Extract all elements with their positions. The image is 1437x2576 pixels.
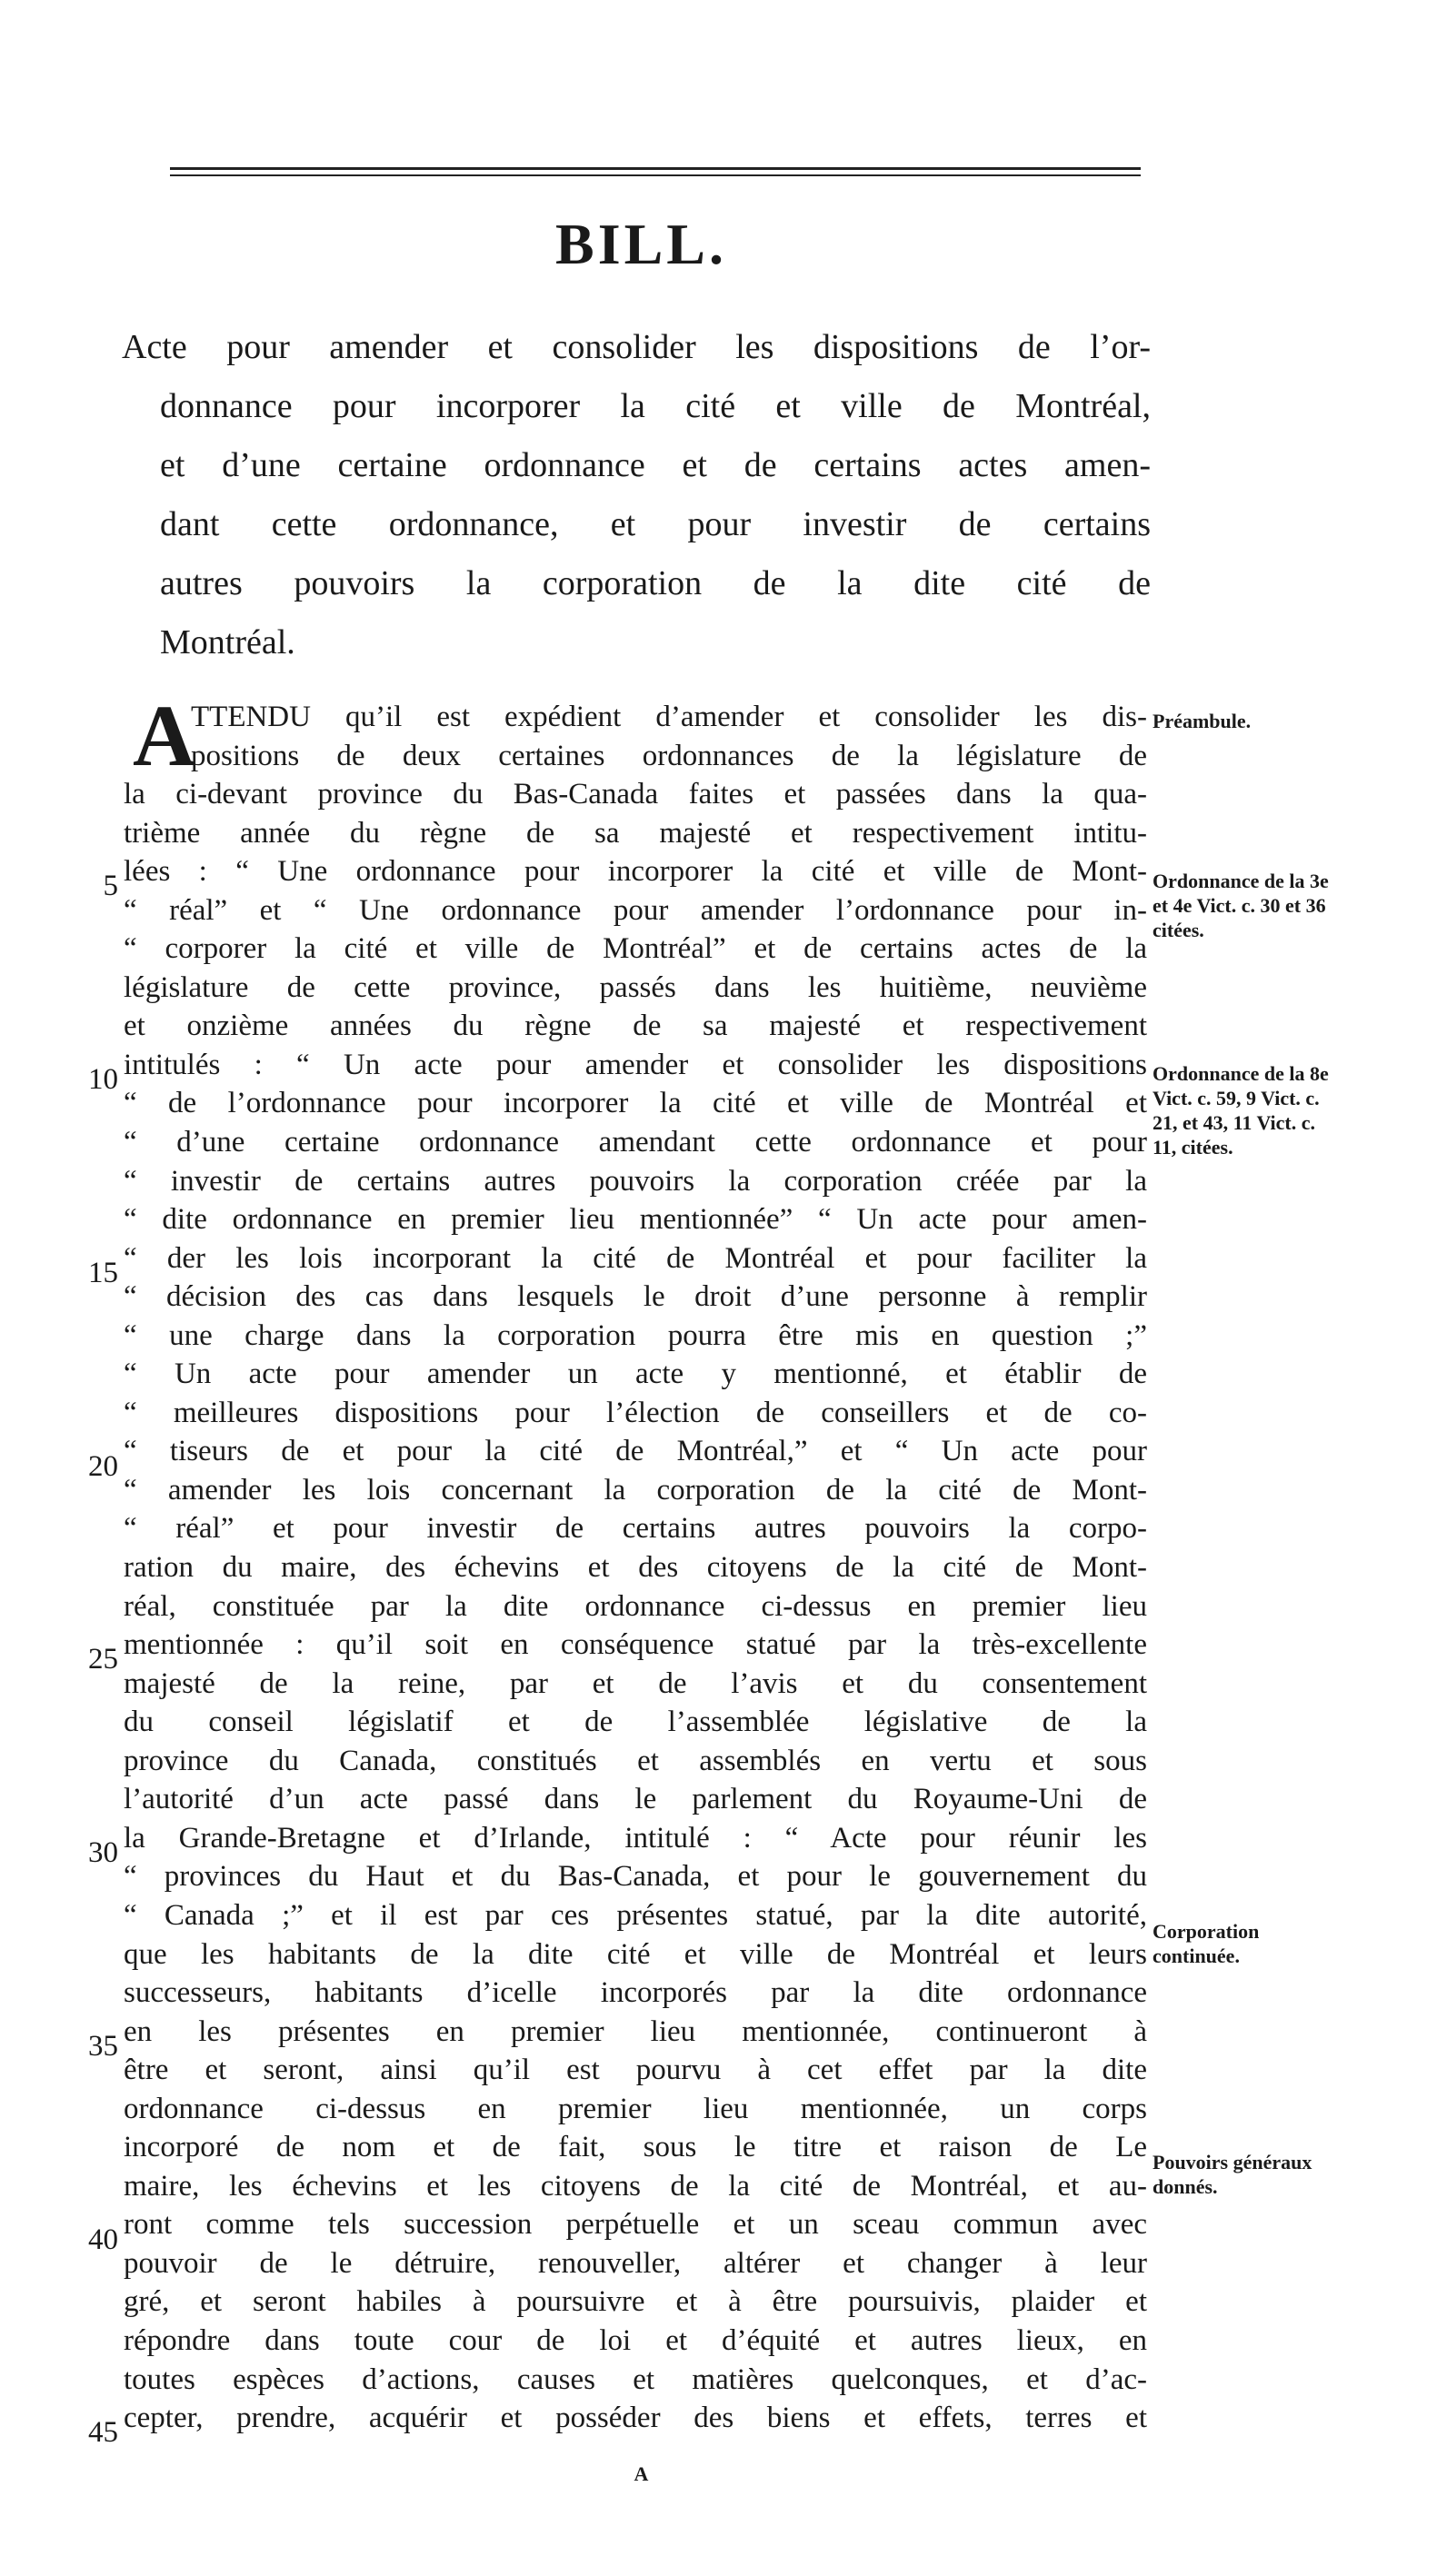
body-line: l’autorité d’un acte passé dans le parlement du Royaume-Uni de — [124, 1783, 1147, 1816]
long-title — [122, 318, 1151, 672]
body-line: cepter, prendre, acquérir et posséder des biens et effets, terres et — [124, 2402, 1147, 2435]
body-line: être et seront, ainsi qu’il est pourvu à cet effet par la dite — [124, 2054, 1147, 2087]
body-line: toutes espèces d’actions, causes et matières quelconques, et d’ac- — [124, 2362, 1147, 2396]
body-line: ront comme tels succession perpétuelle et un sceau commun avec — [124, 2208, 1147, 2242]
long-title-line: Montréal. — [160, 623, 295, 661]
page-title: BILL. — [555, 212, 727, 276]
body-line: pouvoir de le détruire, renouveller, altérer et changer à leur — [124, 2246, 1147, 2280]
long-title-line: autres pouvoirs la corporation de la dite cité de — [160, 564, 1151, 602]
body-line: province du Canada, constitués et assemblés en vertu et sous — [124, 1744, 1147, 1777]
body-line: “ réal” et pour investir de certains autres pouvoirs la corpo- — [124, 1512, 1147, 1546]
body-line: “ Canada ;” et il est par ces présentes statué, par la dite autorité, — [124, 1898, 1147, 1932]
body-line: lées : “ Une ordonnance pour incorporer la cité et ville de Mont- — [124, 855, 1147, 889]
margin-note-powers: Pouvoirs généraux donnés. — [1153, 2151, 1312, 2198]
body-line: mentionnée : qu’il soit en conséquence statué par la très-excellente — [124, 1628, 1147, 1662]
line-number: 10 — [88, 1063, 118, 1096]
line-number: 15 — [88, 1257, 118, 1289]
body-line: maire, les échevins et les citoyens de la cité de Montréal, et au- — [124, 2169, 1147, 2203]
line-number: 45 — [88, 2416, 118, 2449]
body-line: la Grande-Bretagne et d’Irlande, intitulé : “ Acte pour réunir les — [124, 1821, 1147, 1855]
line-number: 20 — [88, 1450, 118, 1483]
body-line: “ une charge dans la corporation pourra être mis en question ;” — [124, 1318, 1147, 1352]
body-line: trième année du règne de sa majesté et respectivement intitu- — [124, 816, 1147, 850]
line-number: 25 — [88, 1643, 118, 1676]
body-line: “ meilleures dispositions pour l’élection de conseillers et de co- — [124, 1396, 1147, 1429]
line-number: 30 — [88, 1836, 118, 1869]
body-line: “ d’une certaine ordonnance amendant cette ordonnance et pour — [124, 1126, 1147, 1159]
body-line: “ tiseurs de et pour la cité de Montréal,” et “ Un acte pour — [124, 1435, 1147, 1468]
long-title-line: donnance pour incorporer la cité et ville de Montréal, — [160, 387, 1151, 425]
top-rule-thin — [170, 174, 1141, 176]
margin-note-ordinance-1: Ordonnance de la 3e et 4e Vict. c. 30 et 36 citées. — [1153, 870, 1329, 941]
body-line: répondre dans toute cour de loi et d’équité et autres lieux, en — [124, 2323, 1147, 2357]
top-rule — [170, 167, 1141, 170]
body-line: du conseil législatif et de l’assemblée législative de la — [124, 1706, 1147, 1739]
body-line: “ réal” et “ Une ordonnance pour amender l’ordonnance pour in- — [124, 893, 1147, 927]
body-line: intitulés : “ Un acte pour amender et consolider les dispositions — [124, 1048, 1147, 1081]
bill-body — [124, 687, 1147, 2438]
line-number: 40 — [88, 2223, 118, 2256]
margin-note-corporation: Corporation continuée. — [1153, 1920, 1260, 1967]
body-line: réal, constituée par la dite ordonnance ci-dessus en premier lieu — [124, 1589, 1147, 1623]
body-line: “ décision des cas dans lesquels le droit d’une personne à remplir — [124, 1280, 1147, 1314]
body-line: positions de deux certaines ordonnances de la législature de — [191, 739, 1147, 772]
body-line: “ corporer la cité et ville de Montréal” et de certains actes de la — [124, 932, 1147, 966]
body-line: que les habitants de la dite cité et ville de Montréal et leurs — [124, 1937, 1147, 1971]
line-number: 35 — [88, 2030, 118, 2063]
body-line: “ der les lois incorporant la cité de Montréal et pour faciliter la — [124, 1241, 1147, 1275]
body-line: majesté de la reine, par et de l’avis et du consentement — [124, 1666, 1147, 1700]
body-line: en les présentes en premier lieu mentionnée, continueront à — [124, 2014, 1147, 2048]
margin-note-preamble: Préambule. — [1153, 710, 1252, 732]
body-line: et onzième années du règne de sa majesté et respectivement — [124, 1010, 1147, 1043]
body-line: “ provinces du Haut et du Bas-Canada, et pour le gouvernement du — [124, 1860, 1147, 1894]
body-line: “ de l’ordonnance pour incorporer la cité et ville de Montréal et — [124, 1087, 1147, 1120]
body-line: la ci-devant province du Bas-Canada faites et passées dans la qua- — [124, 778, 1147, 811]
long-title-line: dant cette ordonnance, et pour investir de certains — [160, 505, 1151, 543]
body-line: “ Un acte pour amender un acte y mentionné, et établir de — [124, 1358, 1147, 1391]
margin-note-ordinance-2: Ordonnance de la 8e Vict. c. 59, 9 Vict. c. 21, et 43, 11 Vict. c. 11, citées. — [1153, 1062, 1329, 1159]
long-title-line: Acte pour amender et consolider les dispositions de l’or- — [122, 328, 1151, 366]
body-line: TTENDU qu’il est expédient d’amender et consolider les dis- — [191, 701, 1147, 733]
body-line: législature de cette province, passés dans les huitième, neuvième — [124, 970, 1147, 1004]
body-line: “ dite ordonnance en premier lieu mentionnée” “ Un acte pour amen- — [124, 1203, 1147, 1237]
long-title-line: et d’une certaine ordonnance et de certains actes amen- — [160, 446, 1151, 484]
drop-cap: A — [133, 687, 196, 784]
body-line: incorporé de nom et de fait, sous le titre et raison de Le — [124, 2131, 1147, 2164]
body-line: ordonnance ci-dessus en premier lieu mentionnée, un corps — [124, 2092, 1147, 2125]
body-line: “ amender les lois concernant la corporation de la cité de Mont- — [124, 1473, 1147, 1507]
body-line: “ investir de certains autres pouvoirs la corporation créée par la — [124, 1164, 1147, 1198]
body-line: ration du maire, des échevins et des citoyens de la cité de Mont- — [124, 1551, 1147, 1585]
signature-mark: A — [634, 2462, 649, 2485]
line-number: 5 — [103, 870, 118, 902]
body-line: successeurs, habitants d’icelle incorporés par la dite ordonnance — [124, 1976, 1147, 2010]
body-line: gré, et seront habiles à poursuivre et à être poursuivis, plaider et — [124, 2285, 1147, 2319]
